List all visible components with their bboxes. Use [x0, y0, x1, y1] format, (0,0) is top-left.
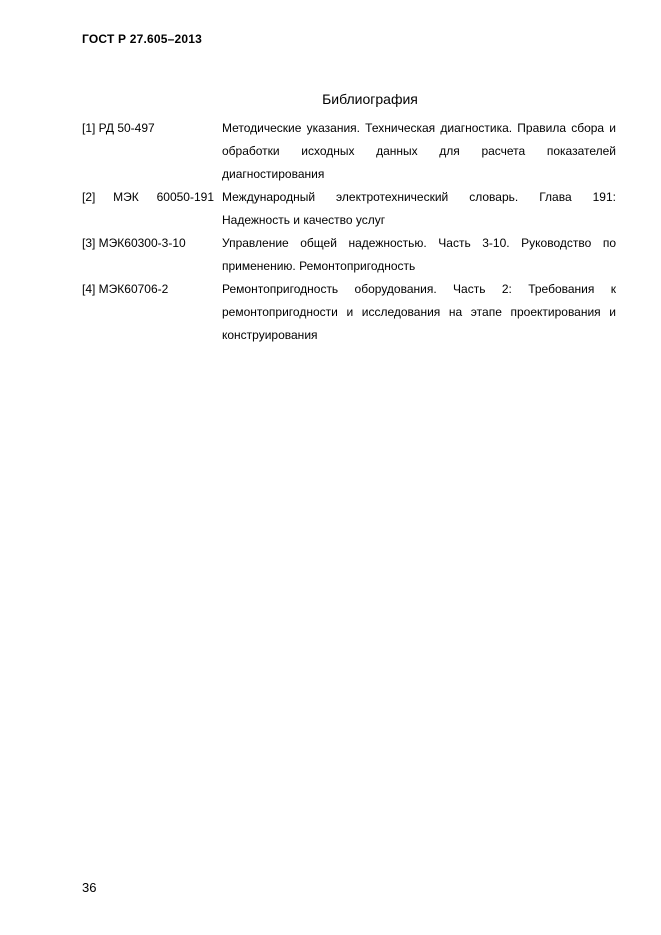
entry-reference: [1] РД 50-497 [82, 121, 155, 135]
entry-reference: [2] МЭК 60050-191 [82, 190, 214, 204]
entry-reference: [4] МЭК60706-2 [82, 282, 169, 296]
bibliography-list [82, 117, 616, 347]
bibliography-entry [82, 232, 616, 278]
bibliography-entry [82, 117, 616, 186]
section-title: Библиография [322, 91, 418, 107]
document-header: ГОСТ Р 27.605–2013 [82, 32, 203, 46]
bibliography-entry [82, 186, 616, 232]
bibliography-entry [82, 278, 616, 347]
entry-description: Международный электротехнический словарь. Глава 191: Надежность и качество услуг [222, 190, 616, 227]
entry-description: Ремонтопригодность оборудования. Часть 2: Требования к ремонтопригодности и исследования на этапе проектирования и конструирования [222, 282, 616, 342]
entry-reference: [3] МЭК60300-3-10 [82, 236, 186, 250]
entry-description: Управление общей надежностью. Часть 3-10. Руководство по применению. Ремонтопригодность [222, 236, 616, 273]
entry-description: Методические указания. Техническая диагностика. Правила сбора и обработки исходных данных для расчета показателей диагностирования [222, 121, 616, 181]
page-number: 36 [82, 880, 97, 895]
